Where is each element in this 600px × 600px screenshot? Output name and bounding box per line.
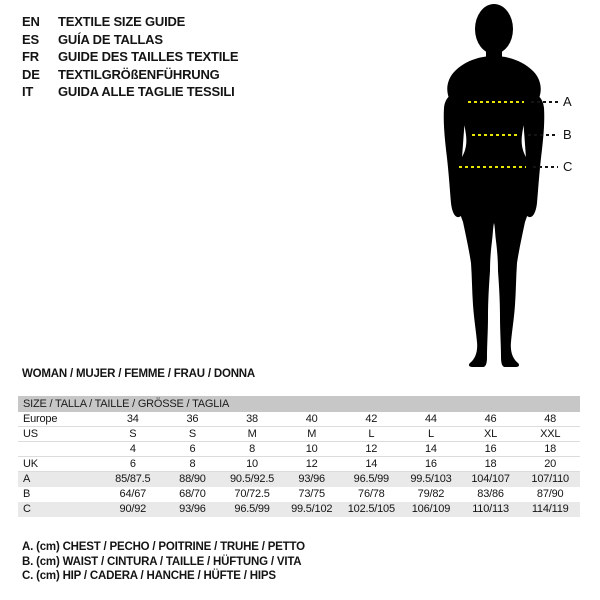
table-cell: 87/90 <box>536 488 564 500</box>
lang-code: FR <box>22 49 39 64</box>
table-cell: 36 <box>186 413 199 425</box>
table-cell: 106/109 <box>411 503 451 515</box>
table-cell: 18 <box>484 458 497 470</box>
marker-label-a: A <box>563 94 572 109</box>
marker-label-b: B <box>563 127 572 142</box>
lang-row-fr <box>22 48 238 66</box>
woman-silhouette-icon <box>414 0 574 370</box>
table-cell: S <box>129 428 137 440</box>
table-row-label: UK <box>23 458 38 470</box>
table-cell: 64/67 <box>119 488 147 500</box>
table-cell: 104/107 <box>471 473 510 485</box>
language-title-block <box>22 13 238 101</box>
table-row-label <box>18 442 103 456</box>
lang-title: TEXTILGRÖßENFÜHRUNG <box>58 66 220 82</box>
table-cell: 83/86 <box>477 488 504 500</box>
lang-row-de <box>22 66 238 84</box>
table-cell: 14 <box>425 443 437 455</box>
table-cell: 96.5/99 <box>353 473 389 485</box>
table-row <box>18 427 580 442</box>
lang-code: ES <box>22 31 39 47</box>
table-cell: L <box>368 428 375 440</box>
table-cell: 6 <box>129 458 136 470</box>
legend-chest: A. (cm) CHEST / PECHO / POITRINE / TRUHE / PETTO <box>22 541 305 553</box>
table-cell: M <box>247 428 257 440</box>
table-cell: 4 <box>129 443 136 455</box>
table-row-label: A <box>23 473 31 485</box>
table-cell: 18 <box>544 443 557 455</box>
table-cell: 79/82 <box>417 488 445 500</box>
table-cell: XXL <box>540 428 561 440</box>
legend-hip: C. (cm) HIP / CADERA / HANCHE / HÜFTE / HIPS <box>22 570 276 582</box>
table-cell: 85/87.5 <box>115 473 151 485</box>
lang-title: TEXTILE SIZE GUIDE <box>58 14 186 29</box>
table-cell: 16 <box>425 458 437 470</box>
table-cell: 102.5/105 <box>347 503 395 515</box>
woman-silhouette-figure <box>414 0 574 370</box>
chest-measure-line <box>468 101 524 103</box>
size-table-header: SIZE / TALLA / TAILLE / GRÖSSE / TAGLIA <box>18 396 580 412</box>
table-cell: 68/70 <box>179 488 206 500</box>
table-cell: 93/96 <box>298 473 325 485</box>
table-row <box>18 502 580 517</box>
table-row <box>18 487 580 502</box>
table-cell: 48 <box>544 413 557 425</box>
table-cell: 99.5/103 <box>410 473 452 485</box>
lang-row-it <box>22 83 238 101</box>
table-cell: S <box>188 428 196 440</box>
size-table-body <box>18 412 580 517</box>
table-cell: 110/113 <box>472 503 509 515</box>
table-cell: 10 <box>246 458 258 470</box>
lang-row-en <box>22 13 238 31</box>
table-cell: M <box>307 428 317 440</box>
table-row <box>18 472 580 487</box>
table-cell: 93/96 <box>179 503 206 515</box>
table-row <box>18 457 580 472</box>
table-cell: 46 <box>484 413 497 425</box>
table-cell: 40 <box>305 413 318 425</box>
table-cell: 90/92 <box>119 503 147 515</box>
table-cell: L <box>427 428 434 440</box>
waist-measure-line <box>472 134 518 136</box>
table-cell: 6 <box>189 443 196 455</box>
table-cell: 16 <box>484 443 497 455</box>
table-cell: 73/75 <box>298 488 325 500</box>
table-cell: 70/72.5 <box>234 488 270 500</box>
table-cell: 20 <box>544 458 557 470</box>
hip-measure-line <box>459 166 526 168</box>
hip-pointer-line <box>533 166 558 168</box>
lang-row-es <box>22 31 238 49</box>
lang-code: DE <box>22 66 40 82</box>
table-cell: 99.5/102 <box>291 503 333 515</box>
table-row-label: C <box>23 503 31 515</box>
table-row-label: Europe <box>23 413 58 425</box>
lang-code: IT <box>22 84 34 99</box>
table-cell: 8 <box>189 458 196 470</box>
lang-title: GUÍA DE TALLAS <box>58 31 163 47</box>
table-cell: 44 <box>425 413 437 425</box>
section-title: WOMAN / MUJER / FEMME / FRAU / DONNA <box>22 368 256 380</box>
size-table <box>18 396 580 517</box>
legend-waist: B. (cm) WAIST / CINTURA / TAILLE / HÜFTUNG / VITA <box>22 555 302 568</box>
table-row-label: B <box>23 488 31 500</box>
marker-label-c: C <box>563 159 573 174</box>
table-cell: 14 <box>365 458 378 470</box>
table-cell: 8 <box>249 443 256 455</box>
measurement-legend <box>22 540 305 584</box>
lang-title: GUIDA ALLE TAGLIE TESSILI <box>58 84 235 99</box>
table-cell: 10 <box>305 443 318 455</box>
table-cell: XL <box>484 428 498 440</box>
table-row-label: US <box>23 428 38 440</box>
lang-code: EN <box>22 14 40 29</box>
table-cell: 96.5/99 <box>234 503 270 515</box>
chest-pointer-line <box>531 101 558 103</box>
table-cell: 12 <box>365 443 378 455</box>
table-cell: 12 <box>305 458 318 470</box>
table-row <box>18 442 580 457</box>
table-cell: 88/90 <box>179 473 206 485</box>
table-cell: 90.5/92.5 <box>230 473 275 485</box>
table-cell: 76/78 <box>358 488 385 500</box>
table-row <box>18 412 580 427</box>
table-cell: 42 <box>365 413 378 425</box>
table-cell: 114/119 <box>531 503 569 515</box>
table-cell: 107/110 <box>531 473 569 485</box>
table-cell: 38 <box>246 413 258 425</box>
waist-pointer-line <box>528 134 558 136</box>
lang-title: GUIDE DES TAILLES TEXTILE <box>58 49 239 64</box>
table-cell: 34 <box>126 413 139 425</box>
